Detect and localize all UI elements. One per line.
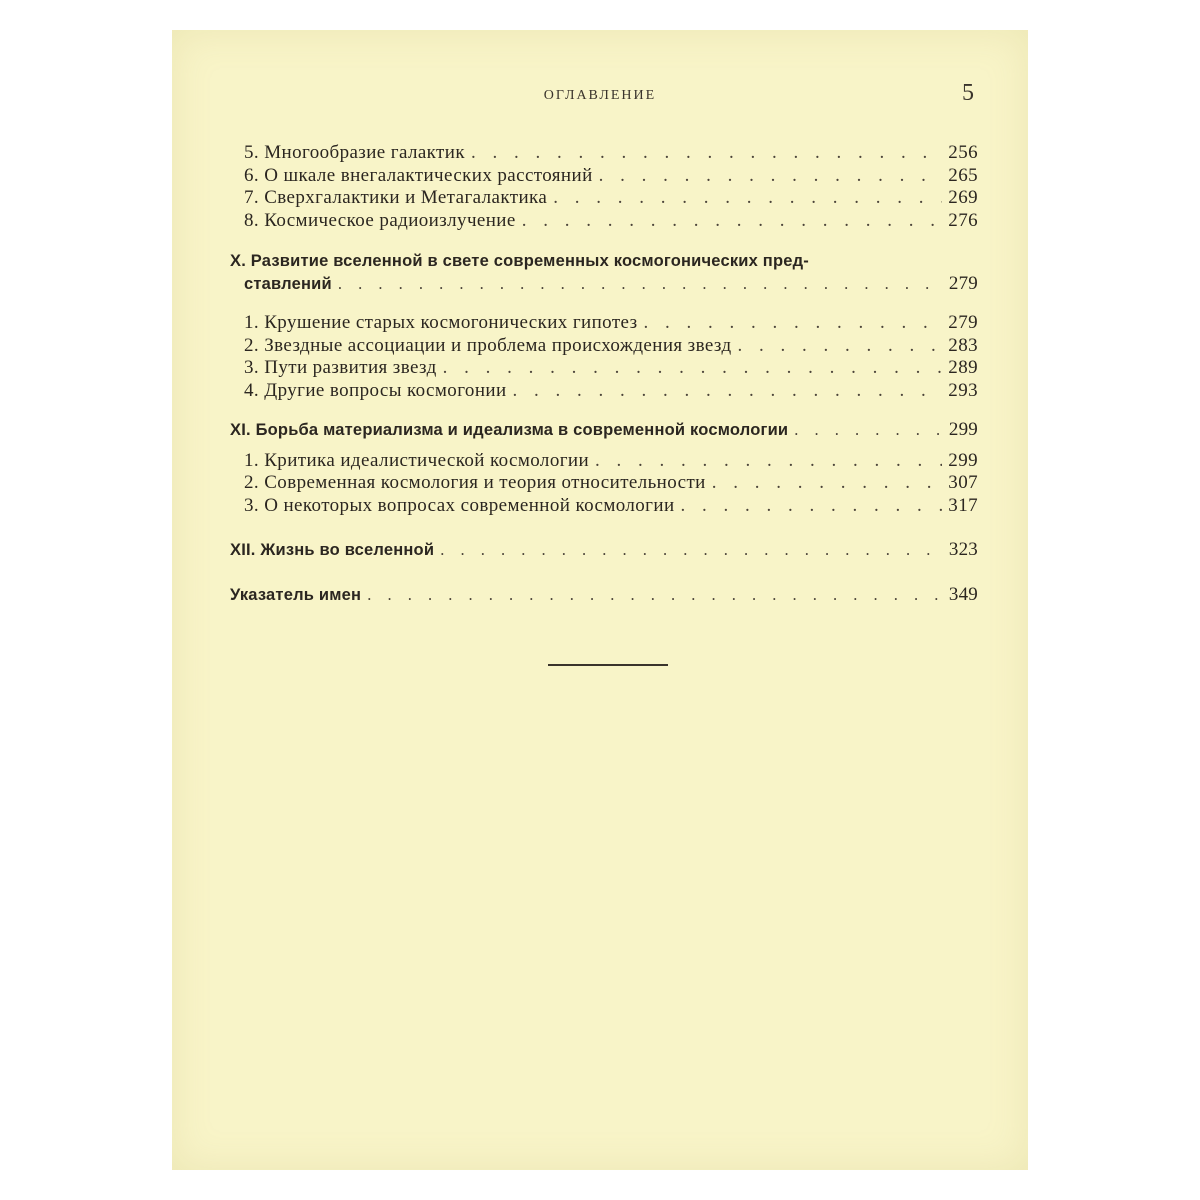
entry-page: 293 (948, 379, 978, 401)
chapter-number: X. (230, 252, 246, 270)
entry-number: 1. (244, 449, 260, 471)
entry-page: 256 (948, 142, 978, 163)
chapter-number: XII. (230, 541, 256, 559)
chapter-heading-xii (230, 539, 978, 562)
toc-entry (230, 495, 978, 518)
toc-entry (230, 335, 978, 358)
entry-number: 1. (244, 312, 260, 333)
chapter-number: XI. (230, 421, 251, 439)
entry-number: 4. (244, 379, 260, 401)
entry-page: 299 (948, 449, 978, 471)
toc-entry (230, 210, 978, 233)
chapter-page: 323 (948, 539, 978, 560)
dot-leader (440, 539, 943, 562)
dot-leader (681, 495, 943, 518)
index-page: 349 (948, 583, 978, 605)
page-number: 5 (962, 80, 974, 106)
entry-title: Сверхгалактики и Метагалактика (264, 187, 548, 208)
entry-title: О некоторых вопросах современной космологии (264, 494, 675, 516)
dot-leader (595, 450, 942, 473)
toc-entry (230, 142, 978, 165)
chapter-heading-xi (230, 419, 978, 442)
toc-entry (230, 472, 978, 495)
entry-number: 2. (244, 334, 260, 356)
entry-page: 279 (948, 312, 978, 333)
dot-leader (471, 142, 942, 165)
entry-page: 283 (948, 334, 978, 356)
dot-leader (513, 380, 943, 403)
dot-leader (338, 273, 943, 296)
dot-leader (644, 312, 943, 335)
toc-entry (230, 312, 978, 335)
toc-entry (230, 165, 978, 188)
toc-entry (230, 357, 978, 380)
entry-page: 289 (948, 357, 978, 378)
entry-number: 2. (244, 472, 260, 493)
entry-title: О шкале внегалактических расстояний (264, 164, 593, 186)
dot-leader (443, 357, 943, 380)
entry-title: Другие вопросы космогонии (264, 379, 507, 401)
entry-title: Крушение старых космогонических гипотез (264, 312, 638, 333)
chapter-title: Борьба материализма и идеализма в современной космологии (255, 421, 789, 439)
chapter-heading-x-cont (230, 273, 978, 296)
entry-page: 307 (948, 472, 978, 493)
entry-number: 3. (244, 494, 260, 516)
entry-title: Пути развития звезд (264, 357, 437, 378)
entry-number: 3. (244, 357, 260, 378)
entry-number: 6. (244, 164, 260, 186)
entry-title: Многообразие галактик (264, 142, 465, 163)
entry-number: 5. (244, 142, 260, 163)
entry-number: 8. (244, 209, 260, 231)
entry-page: 269 (948, 187, 978, 208)
dot-leader (522, 210, 943, 233)
entry-page: 317 (948, 494, 978, 516)
running-title: ОГЛАВЛЕНИЕ (543, 88, 657, 103)
entry-page: 265 (948, 164, 978, 186)
dot-leader (712, 472, 943, 495)
toc-entry (230, 380, 978, 403)
dot-leader (794, 419, 943, 442)
entry-title: Современная космология и теория относительности (264, 472, 706, 493)
toc-entry (230, 450, 978, 473)
dot-leader (738, 335, 943, 358)
chapter-page: 299 (948, 419, 978, 440)
dot-leader (367, 584, 943, 607)
entry-title: Космическое радиоизлучение (264, 209, 516, 231)
chapter-title-line1: Развитие вселенной в свете современных космогонических пред- (250, 252, 809, 270)
book-page (172, 30, 1028, 1170)
dot-leader (553, 187, 942, 210)
chapter-title: Жизнь во вселенной (260, 541, 435, 559)
index-heading (230, 584, 978, 607)
entry-page: 276 (948, 209, 978, 231)
chapter-page: 279 (948, 272, 978, 294)
entry-title: Звездные ассоциации и проблема происхождения звезд (264, 334, 732, 356)
entry-title: Критика идеалистической космологии (264, 449, 590, 471)
closing-rule (548, 664, 668, 666)
entry-number: 7. (244, 187, 260, 208)
chapter-title-line2: ставлений (244, 274, 332, 293)
table-of-contents (230, 142, 978, 606)
dot-leader (599, 165, 943, 188)
toc-entry (230, 187, 978, 210)
index-title: Указатель имен (230, 585, 362, 604)
chapter-heading-x (230, 250, 978, 273)
